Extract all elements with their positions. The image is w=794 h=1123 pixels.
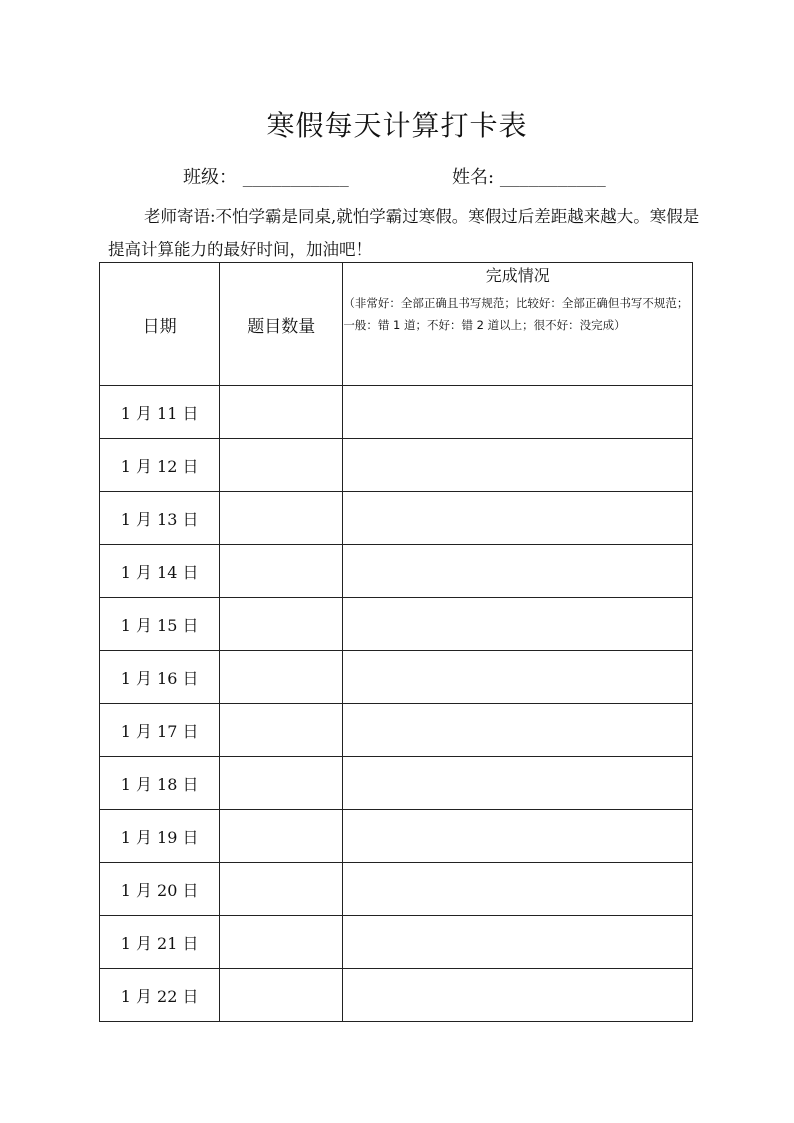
page-title: 寒假每天计算打卡表 — [266, 109, 528, 142]
row-date: 1 月 12 日 — [100, 439, 220, 492]
checkin-table — [99, 262, 693, 1022]
row-count-cell[interactable] — [220, 598, 343, 651]
row-status-cell[interactable] — [343, 545, 693, 598]
row-status-cell[interactable] — [343, 704, 693, 757]
row-date: 1 月 16 日 — [100, 651, 220, 704]
row-status-cell[interactable] — [343, 969, 693, 1022]
row-date: 1 月 13 日 — [100, 492, 220, 545]
row-status-cell[interactable] — [343, 757, 693, 810]
class-label: 班级： — [183, 167, 237, 188]
row-count-cell[interactable] — [220, 757, 343, 810]
row-date: 1 月 11 日 — [100, 386, 220, 439]
header-status — [343, 263, 693, 386]
row-count-cell[interactable] — [220, 386, 343, 439]
row-status-cell[interactable] — [343, 651, 693, 704]
row-date: 1 月 21 日 — [100, 916, 220, 969]
table-row — [100, 704, 693, 757]
row-status-cell[interactable] — [343, 439, 693, 492]
table-row — [100, 651, 693, 704]
row-status-cell[interactable] — [343, 598, 693, 651]
row-count-cell[interactable] — [220, 863, 343, 916]
teacher-message-text: :不怕学霸是同桌,就怕学霸过寒假。寒假过后差距越来越大。寒假是提高计算能力的最好时间，加油吧！ — [108, 207, 700, 259]
row-date: 1 月 14 日 — [100, 545, 220, 598]
row-date: 1 月 15 日 — [100, 598, 220, 651]
row-status-cell[interactable] — [343, 492, 693, 545]
table-row — [100, 810, 693, 863]
name-blank[interactable]: ___________ — [499, 168, 606, 187]
header-status-note: （非常好：全部正确且书写规范；比较好：全部正确但书写不规范；一般：错 1 道；不好：错 2 道以上；很不好：没完成） — [343, 296, 689, 332]
table-row — [100, 386, 693, 439]
table-row — [100, 916, 693, 969]
table-row — [100, 757, 693, 810]
table-row — [100, 492, 693, 545]
table-row — [100, 439, 693, 492]
table-row — [100, 545, 693, 598]
row-date: 1 月 17 日 — [100, 704, 220, 757]
row-date: 1 月 19 日 — [100, 810, 220, 863]
table-row — [100, 863, 693, 916]
class-field[interactable] — [183, 163, 349, 189]
row-count-cell[interactable] — [220, 969, 343, 1022]
row-count-cell[interactable] — [220, 810, 343, 863]
table-row — [100, 598, 693, 651]
row-count-cell[interactable] — [220, 651, 343, 704]
header-date: 日期 — [100, 263, 220, 386]
row-status-cell[interactable] — [343, 916, 693, 969]
row-date: 1 月 18 日 — [100, 757, 220, 810]
row-status-cell[interactable] — [343, 863, 693, 916]
header-status-title: 完成情况 — [485, 266, 550, 285]
teacher-message-label: 老师寄语 — [144, 207, 210, 226]
row-status-cell[interactable] — [343, 386, 693, 439]
name-field[interactable] — [452, 163, 606, 189]
row-count-cell[interactable] — [220, 545, 343, 598]
teacher-message — [108, 200, 708, 266]
row-date: 1 月 20 日 — [100, 863, 220, 916]
name-label: 姓名: — [452, 167, 495, 188]
table-row — [100, 969, 693, 1022]
row-count-cell[interactable] — [220, 439, 343, 492]
row-status-cell[interactable] — [343, 810, 693, 863]
header-count: 题目数量 — [220, 263, 343, 386]
row-date: 1 月 22 日 — [100, 969, 220, 1022]
row-count-cell[interactable] — [220, 704, 343, 757]
table-header-row — [100, 263, 693, 386]
class-blank[interactable]: ___________ — [242, 168, 349, 187]
row-count-cell[interactable] — [220, 492, 343, 545]
row-count-cell[interactable] — [220, 916, 343, 969]
